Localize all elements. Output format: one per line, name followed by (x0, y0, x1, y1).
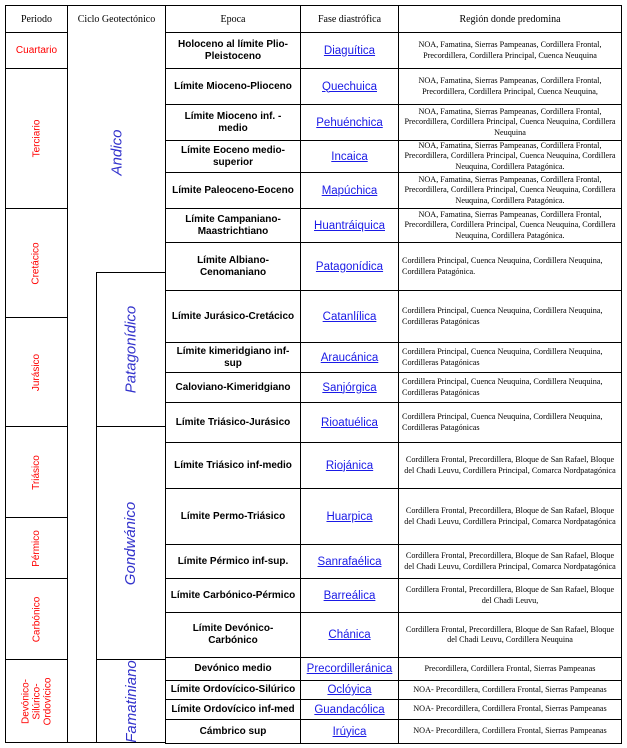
fase-cell (300, 32, 399, 69)
epoca-cell (165, 342, 301, 373)
region-text: NOA- Precordillera, Cordillera Frontal, Sierras Pampeanas (413, 726, 607, 736)
region-cell (398, 68, 622, 105)
epoca-label: Límite Albiano-Cenomaniano (197, 254, 269, 278)
periodo-label: Triásico (30, 454, 42, 490)
epoca-cell (165, 104, 301, 141)
region-text: Cordillera Principal, Cuenca Neuquina, Cordillera Neuquina, Cordilleras Patagónicas (402, 306, 603, 326)
region-cell (398, 402, 622, 443)
fase-link[interactable]: Riojánica (325, 459, 374, 472)
fase-link[interactable]: Pehuénchica (316, 116, 383, 129)
header-ciclo-label: Ciclo Geotectónico (77, 13, 156, 25)
fase-cell (300, 680, 399, 700)
epoca-cell (165, 290, 301, 343)
epoca-label: Límite Campaniano-Maastrichtiano (185, 213, 281, 237)
periodo-line: Devónico- (19, 678, 31, 724)
epoca-cell (165, 488, 301, 545)
fase-cell (300, 104, 399, 141)
epoca-label: Caloviano-Kimeridgiano (175, 381, 291, 393)
epoca-cell (165, 140, 301, 173)
region-text: NOA, Famatina, Sierras Pampeanas, Cordillera Frontal, Precordillera, Cordillera Principal, Cuenca Neuquina, Cordillera Neuquina (404, 106, 616, 137)
ciclo-gondwanico (96, 426, 166, 660)
epoca-cell (165, 680, 301, 700)
fase-link[interactable]: Barreálica (323, 589, 376, 602)
periodo-cretacico (5, 208, 68, 318)
epoca-cell (165, 402, 301, 443)
epoca-label: Límite kimeridgiano inf-sup (176, 345, 290, 369)
epoca-cell (165, 32, 301, 69)
region-cell (398, 544, 622, 579)
region-text: NOA- Precordillera, Cordillera Frontal, Sierras Pampeanas (413, 704, 607, 714)
epoca-cell (165, 68, 301, 105)
epoca-label: Devónico medio (194, 663, 272, 674)
region-text: Cordillera Frontal, Precordillera, Bloque de San Rafael, Bloque del Chadi Leuvu, Cordillera Principal, Comarca Nordpatagónica (404, 551, 616, 571)
periodo-triasico (5, 426, 68, 518)
fase-link[interactable]: Chánica (328, 629, 371, 641)
epoca-cell (165, 172, 301, 209)
fase-link[interactable]: Diaguítica (323, 44, 376, 57)
epoca-cell (165, 442, 301, 489)
region-cell (398, 442, 622, 489)
region-text: Cordillera Frontal, Precordillera, Bloque de San Rafael, Bloque del Chadi Leuvu, (405, 585, 615, 605)
fase-cell (300, 402, 399, 443)
periodo-cuartario (5, 32, 68, 69)
fase-cell (300, 657, 399, 681)
region-cell (398, 699, 622, 720)
region-text: NOA- Precordillera, Cordillera Frontal, Sierras Pampeanas (413, 684, 607, 694)
periodo-label: Cuartario (15, 45, 58, 56)
fase-link[interactable]: Incaica (331, 150, 368, 163)
fase-link[interactable]: Araucánica (320, 351, 379, 364)
region-cell (398, 208, 622, 243)
epoca-label: Cámbrico sup (199, 725, 267, 737)
periodo-line: Ordovícico (41, 677, 53, 725)
epoca-cell (165, 544, 301, 579)
epoca-label: Límite Permo-Triásico (180, 510, 286, 522)
fase-link[interactable]: Oclóyica (327, 684, 372, 696)
region-text: NOA, Famatina, Sierras Pampeanas, Cordillera Frontal, Precordillera, Cordillera Principal, Cuenca Neuquina, Cordillera Neuquina, Cordillera Patagónica. (404, 140, 616, 171)
epoca-cell (165, 208, 301, 243)
header-periodo (5, 5, 68, 33)
fase-link[interactable]: Guandacólica (314, 703, 385, 716)
region-cell (398, 488, 622, 545)
fase-cell (300, 172, 399, 209)
region-text: Cordillera Principal, Cuenca Neuquina, Cordillera Neuquina, Cordilleras Patagónicas (402, 347, 603, 367)
fase-cell (300, 208, 399, 243)
region-cell (398, 242, 622, 291)
region-cell (398, 372, 622, 403)
region-text: Cordillera Frontal, Precordillera, Bloque de San Rafael, Bloque del Chadi Leuvu, Cordillera Principal, Comarca Nordpatagónica (404, 455, 616, 475)
region-cell (398, 612, 622, 658)
region-cell (398, 657, 622, 681)
ciclo-label: Patagonídico (122, 305, 140, 394)
epoca-label: Límite Eoceno medio-superior (181, 144, 285, 168)
epoca-cell (165, 719, 301, 744)
ciclo-label: Famatiniano (122, 659, 140, 743)
epoca-cell (165, 242, 301, 291)
fase-cell (300, 372, 399, 403)
epoca-cell (165, 372, 301, 403)
fase-link[interactable]: Catanlílica (322, 310, 377, 323)
epoca-label: Límite Mioceno-Plioceno (174, 80, 292, 92)
fase-cell (300, 68, 399, 105)
periodo-permico (5, 517, 68, 579)
fase-cell (300, 612, 399, 658)
region-text: Cordillera Principal, Cuenca Neuquina, Cordillera Neuquina, Cordillera Patagónica. (402, 256, 603, 276)
ciclo-patagonidico (96, 272, 166, 427)
fase-link[interactable]: Sanjórgica (322, 381, 377, 394)
fase-link[interactable]: Irúyica (332, 725, 367, 738)
region-cell (398, 172, 622, 209)
fase-cell (300, 719, 399, 744)
fase-link[interactable]: Sanrafaélica (317, 555, 382, 568)
epoca-label: Límite Ordovícico-Silúrico (170, 684, 296, 695)
epoca-label: Límite Carbónico-Pérmico (170, 589, 296, 601)
ciclo-andico (67, 32, 166, 273)
epoca-label: Límite Triásico-Jurásico (175, 416, 291, 428)
region-cell (398, 290, 622, 343)
epoca-cell (165, 699, 301, 720)
ciclo-famatiniano (96, 659, 166, 743)
region-text: Cordillera Principal, Cuenca Neuquina, Cordillera Neuquina, Cordilleras Patagónicas (402, 377, 603, 397)
region-text: Cordillera Frontal, Precordillera, Bloque de San Rafael, Bloque del Chadi Leuvu, Cordillera Principal, Comarca Nordpatagónica (404, 506, 616, 526)
epoca-label: Límite Mioceno inf. -medio (184, 110, 282, 134)
fase-cell (300, 544, 399, 579)
epoca-cell (165, 612, 301, 658)
epoca-label: Límite Pérmico inf-sup. (177, 555, 289, 567)
fase-cell (300, 290, 399, 343)
periodo-devonico-silurico-ordovicico (5, 659, 68, 743)
epoca-label: Límite Devónico-Carbónico (192, 623, 274, 646)
region-text: Cordillera Frontal, Precordillera, Bloque de San Rafael, Bloque del Chadi Leuvu, Cordillera Neuquina (405, 624, 615, 644)
region-cell (398, 578, 622, 613)
region-cell (398, 680, 622, 700)
header-region (398, 5, 622, 33)
fase-link[interactable]: Mapúchica (321, 184, 378, 197)
epoca-label: Límite Jurásico-Cretácico (171, 310, 295, 322)
periodo-label: Cretácico (31, 241, 42, 285)
periodo-carbonico (5, 578, 68, 660)
fase-cell (300, 488, 399, 545)
periodo-label (20, 677, 53, 725)
fase-cell (300, 342, 399, 373)
header-epoca-label: Epoca (220, 13, 246, 25)
epoca-label: Límite Paleoceno-Eoceno (172, 184, 294, 196)
region-cell (398, 104, 622, 141)
periodo-label: Carbónico (31, 596, 42, 642)
fase-link[interactable]: Quechuica (322, 80, 377, 93)
header-periodo-label: Periodo (20, 13, 53, 25)
fase-link[interactable]: Precordilleránica (306, 663, 393, 675)
header-fase-label: Fase diastrófica (317, 13, 382, 25)
fase-cell (300, 442, 399, 489)
periodo-label: Pérmico (31, 529, 42, 567)
header-epoca (165, 5, 301, 33)
periodo-label: Jurásico (31, 353, 42, 391)
periodo-jurasico (5, 317, 68, 427)
fase-link[interactable]: Rioatuélica (321, 416, 378, 429)
epoca-cell (165, 657, 301, 681)
region-cell (398, 719, 622, 744)
fase-cell (300, 699, 399, 720)
epoca-label: Límite Ordovícico inf-med (171, 703, 295, 715)
region-cell (398, 32, 622, 69)
header-fase (300, 5, 399, 33)
region-cell (398, 342, 622, 373)
fase-cell (300, 578, 399, 613)
region-text: NOA, Famatina, Sierras Pampeanas, Cordillera Frontal, Precordillera, Cordillera Principal, Cuenca Neuquina, Cordillera Neuquina, Cordillera Patagónica. (404, 209, 616, 240)
epoca-label: Límite Triásico inf-medio (174, 459, 292, 471)
fase-cell (300, 242, 399, 291)
region-text: Cordillera Principal, Cuenca Neuquina, Cordillera Neuquina, Cordilleras Patagónicas (402, 412, 603, 432)
fase-link[interactable]: Patagonídica (315, 260, 384, 273)
ciclo-label: Gondwánico (122, 501, 140, 585)
epoca-cell (165, 578, 301, 613)
periodo-label: Terciario (30, 119, 42, 158)
region-text: Precordillera, Cordillera Frontal, Sierras Pampeanas (424, 663, 596, 673)
region-text: NOA, Famatina, Sierras Pampeanas, Cordillera Frontal, Precordillera, Cordillera Principal, Cuenca Neuquina (418, 40, 602, 60)
header-region-label: Región donde predomina (459, 13, 561, 25)
ciclo-label: Andico (108, 129, 125, 175)
header-ciclo (67, 5, 166, 33)
ciclo-spacer (67, 272, 97, 743)
periodo-line: Silúrico- (30, 682, 42, 720)
region-cell (398, 140, 622, 173)
fase-cell (300, 140, 399, 173)
region-text: NOA, Famatina, Sierras Pampeanas, Cordillera Frontal, Precordillera, Cordillera Principal, Cuenca Neuquina, (418, 76, 602, 96)
epoca-label: Holoceno al límite Plio-Pleistoceno (177, 38, 288, 62)
region-text: NOA, Famatina, Sierras Pampeanas, Cordillera Frontal, Precordillera, Cordillera Principal, Cuenca Neuquina, Cordillera Neuquina, Cordillera Patagónica. (404, 174, 616, 205)
fase-link[interactable]: Huantráiquica (314, 219, 385, 232)
periodo-terciario (5, 68, 68, 209)
fase-link[interactable]: Huarpica (326, 510, 373, 523)
